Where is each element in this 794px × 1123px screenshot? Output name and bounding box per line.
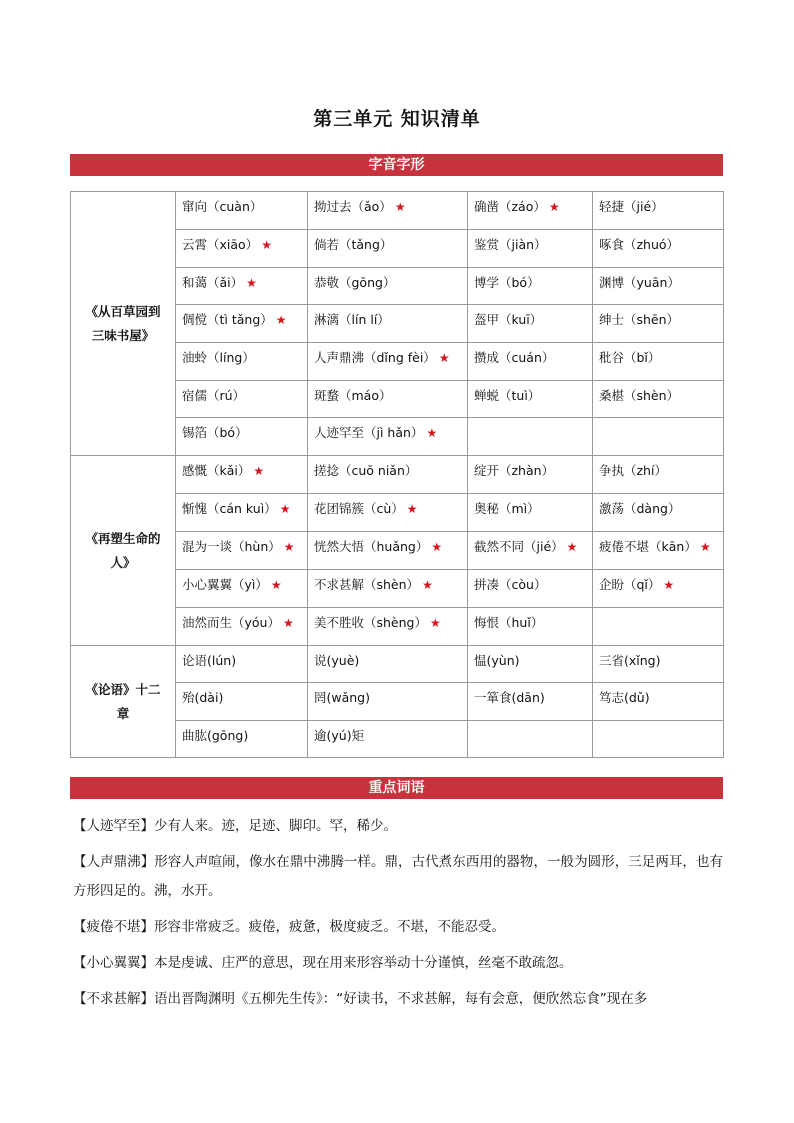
word-cell (308, 570, 468, 608)
star-icon: ★ (394, 200, 406, 214)
star-icon: ★ (699, 540, 711, 554)
section-header-pronunciation: 字音字形 (70, 154, 723, 176)
star-icon: ★ (275, 313, 287, 327)
word-text: 渊博（yuān） (599, 275, 680, 290)
word-text: 倘若（tǎng） (314, 237, 393, 252)
word-text: 混为一谈（hùn） (182, 539, 281, 554)
word-text: 斑蝥（máo） (314, 388, 392, 403)
word-cell (468, 192, 593, 230)
word-cell (593, 532, 724, 570)
word-cell (593, 230, 724, 268)
word-cell (176, 192, 308, 230)
word-cell (468, 721, 593, 758)
word-text: 油然而生（yóu） (182, 615, 280, 630)
term-bracket-open: 【 (73, 955, 87, 971)
word-cell (593, 721, 724, 758)
word-cell (176, 683, 308, 721)
word-text: 争执（zhí） (599, 463, 667, 478)
word-text: 殆(dài) (182, 690, 224, 705)
word-text: 悔恨（huǐ） (474, 615, 544, 630)
word-text: 绅士（shēn） (599, 312, 680, 327)
word-text: 曲肱(gōng) (182, 728, 249, 743)
star-icon: ★ (283, 540, 295, 554)
star-icon: ★ (261, 238, 272, 252)
word-cell (176, 494, 308, 532)
word-text: 人迹罕至（jì hǎn） (314, 425, 424, 440)
star-icon: ★ (438, 351, 450, 365)
star-icon: ★ (282, 616, 294, 630)
word-cell (308, 494, 468, 532)
word-cell (176, 608, 308, 646)
word-cell (308, 305, 468, 343)
term-bracket-open: 【 (73, 818, 87, 834)
word-cell (308, 456, 468, 494)
word-text: 人声鼎沸（dǐng fèi） (314, 350, 436, 365)
word-cell (176, 570, 308, 608)
word-text: 小心翼翼（yì） (182, 577, 268, 592)
word-cell (593, 456, 724, 494)
word-cell (468, 456, 593, 494)
word-cell (176, 343, 308, 381)
word-text: 感慨（kǎi） (182, 463, 251, 478)
term-entry (73, 848, 723, 906)
word-cell (468, 418, 593, 456)
term-definition: 少有人来。迹，足迹、脚印。罕，稀少。 (154, 818, 397, 834)
word-cell (308, 721, 468, 758)
lesson-title: 《从百草园到三味书屋》 (71, 192, 176, 456)
word-cell (176, 532, 308, 570)
term-entry (73, 949, 723, 978)
star-icon: ★ (663, 578, 675, 592)
word-cell (308, 608, 468, 646)
word-text: 花团锦簇（cù） (314, 501, 404, 516)
word-text: 蝉蜕（tuì） (474, 388, 541, 403)
term-definition: 语出晋陶渊明《五柳先生传》：“好读书，不求甚解，每有会意，便欣然忘食”现在多 (154, 991, 648, 1007)
word-cell (468, 646, 593, 683)
term-bracket-open: 【 (73, 919, 87, 935)
word-cell (468, 683, 593, 721)
lesson-title: 《再塑生命的人》 (71, 456, 176, 646)
pronunciation-table (70, 191, 724, 758)
term-bracket-close: 】 (140, 991, 154, 1007)
star-icon: ★ (429, 616, 441, 630)
word-cell (176, 456, 308, 494)
star-icon: ★ (426, 426, 438, 440)
lesson-title: 《论语》十二章 (71, 646, 176, 758)
term-bracket-close: 】 (140, 955, 154, 971)
word-text: 疲倦不堪（kān） (599, 539, 697, 554)
term-definition: 本是虔诚、庄严的意思，现在用来形容举动十分谨慎，丝毫不敢疏忽。 (154, 955, 573, 971)
term-word: 疲倦不堪 (86, 919, 141, 935)
word-cell (468, 608, 593, 646)
term-bracket-close: 】 (140, 919, 154, 935)
term-bracket-close: 】 (140, 854, 155, 870)
star-icon: ★ (422, 578, 433, 592)
star-icon: ★ (270, 578, 282, 592)
word-cell (593, 192, 724, 230)
term-word: 小心翼翼 (86, 955, 141, 971)
word-text: 和蔼（ǎi） (182, 275, 244, 290)
word-text: 锡箔（bó） (182, 425, 248, 440)
word-text: 鉴赏（jiàn） (474, 237, 547, 252)
word-text: 搓捻（cuō niǎn） (314, 463, 418, 478)
word-text: 秕谷（bǐ） (599, 350, 661, 365)
word-text: 绽开（zhàn） (474, 463, 555, 478)
star-icon: ★ (279, 502, 291, 516)
word-cell (593, 343, 724, 381)
word-text: 企盼（qǐ） (599, 577, 661, 592)
word-cell (468, 343, 593, 381)
word-text: 宿儒（rú） (182, 388, 246, 403)
section-header-key-words: 重点词语 (70, 777, 723, 799)
term-word: 人声鼎沸 (86, 854, 141, 870)
word-cell (468, 570, 593, 608)
word-cell (593, 268, 724, 305)
word-cell (593, 494, 724, 532)
term-entry (73, 913, 723, 942)
word-text: 奥秘（mì） (474, 501, 540, 516)
term-bracket-open: 【 (73, 991, 87, 1007)
key-words-list (73, 812, 723, 1021)
word-cell (593, 305, 724, 343)
word-cell (593, 381, 724, 418)
term-word: 不求甚解 (86, 991, 141, 1007)
page-title: 第三单元 知识清单 (313, 108, 481, 130)
word-cell (308, 381, 468, 418)
word-text: 轻捷（jié） (599, 199, 664, 214)
word-text: 恍然大悟（huǎng） (314, 539, 429, 554)
word-cell (176, 305, 308, 343)
word-cell (308, 343, 468, 381)
word-text: 惭愧（cán kuì） (182, 501, 277, 516)
word-text: 窜向（cuàn） (182, 199, 263, 214)
star-icon: ★ (431, 540, 443, 554)
word-text: 美不胜收（shèng） (314, 615, 427, 630)
word-text: 激荡（dàng） (599, 501, 681, 516)
word-cell (468, 305, 593, 343)
term-definition: 形容非常疲乏。疲倦，疲惫，极度疲乏。不堪，不能忍受。 (154, 919, 505, 935)
word-cell (593, 608, 724, 646)
word-text: 罔(wǎng) (314, 690, 370, 705)
star-icon: ★ (406, 502, 418, 516)
word-cell (176, 230, 308, 268)
word-text: 一箪食(dān) (474, 690, 545, 705)
word-text: 拗过去（ǎo） (314, 199, 392, 214)
word-text: 桑椹（shèn） (599, 388, 680, 403)
word-cell (468, 230, 593, 268)
word-cell (308, 683, 468, 721)
table-row (71, 456, 724, 494)
word-text: 攒成（cuán） (474, 350, 555, 365)
star-icon: ★ (566, 540, 578, 554)
word-text: 油蛉（líng） (182, 350, 255, 365)
word-cell (176, 268, 308, 305)
word-text: 淋漓（lín lí） (314, 312, 390, 327)
term-definition: 形容人声喧闹，像水在鼎中沸腾一样。鼎，古代煮东西用的器物，一般为圆形，三足两耳，也有方形四足的。沸，水开。 (73, 854, 724, 899)
word-cell (176, 646, 308, 683)
word-cell (468, 494, 593, 532)
word-text: 博学（bó） (474, 275, 540, 290)
word-text: 恭敬（gōng） (314, 275, 396, 290)
term-entry (73, 812, 723, 841)
word-cell (593, 570, 724, 608)
word-text: 确凿（záo） (474, 199, 546, 214)
word-text: 倜傥（tì tǎng） (182, 312, 273, 327)
word-cell (176, 381, 308, 418)
word-cell (308, 268, 468, 305)
word-text: 不求甚解（shèn） (314, 577, 420, 592)
word-cell (593, 646, 724, 683)
word-cell (176, 418, 308, 456)
word-cell (593, 418, 724, 456)
word-text: 笃志(dǔ) (599, 690, 650, 705)
word-cell (308, 230, 468, 268)
word-cell (308, 192, 468, 230)
word-cell (593, 683, 724, 721)
word-text: 逾(yú)矩 (314, 728, 365, 743)
word-text: 愠(yùn) (474, 653, 520, 668)
star-icon: ★ (253, 464, 265, 478)
word-cell (468, 532, 593, 570)
table-row (71, 192, 724, 230)
term-bracket-close: 】 (140, 818, 154, 834)
star-icon: ★ (246, 276, 257, 290)
word-cell (308, 646, 468, 683)
star-icon: ★ (548, 200, 560, 214)
word-cell (176, 721, 308, 758)
term-word: 人迹罕至 (86, 818, 141, 834)
word-text: 截然不同（jié） (474, 539, 564, 554)
table-row (71, 646, 724, 683)
word-text: 论语(lún) (182, 653, 237, 668)
word-text: 盔甲（kuī） (474, 312, 543, 327)
word-text: 拼凑（còu） (474, 577, 547, 592)
word-text: 三省(xǐng) (599, 653, 661, 668)
word-cell (308, 532, 468, 570)
term-entry (73, 985, 723, 1014)
word-text: 啄食（zhuó） (599, 237, 680, 252)
word-cell (308, 418, 468, 456)
word-text: 云霄（xiāo） (182, 237, 259, 252)
word-cell (468, 381, 593, 418)
word-text: 说(yuè) (314, 653, 360, 668)
term-bracket-open: 【 (73, 854, 87, 870)
word-cell (468, 268, 593, 305)
